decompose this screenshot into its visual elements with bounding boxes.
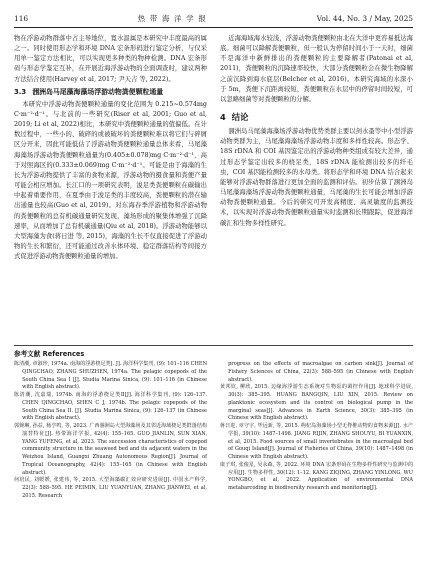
left-column — [14, 34, 207, 262]
reference-entry: 何培民, 刘媛媛, 张建伟, 等, 2015. 大型海藻碳汇效应研究进展[J]. 中国水产科学, 22(3): 588–595. HE PEIMIN, LIU YUANYUAN, ZHANG JIANWEI, et al, 2015. Research — [14, 477, 207, 499]
references-title: 参考文献 References — [14, 350, 85, 358]
left-paragraph-1: 物在浮游动物群落中占主导地位，寬水温属是本研究中丰度最高的属之一。同时使用形态学和环境 DNA 宏条形码进行鉴定分析，与仅采用单一鉴定方法相比，可以实现更多种类的物种检测。DNA 宏条形码与形态学鉴定互补，在开展近海浮游动物的全面调查时，建议两种方法结合使用(Harvey et al, 2017; 尹天吉 等, 2022)。 — [14, 35, 207, 83]
section-3-3-number: 3.3 — [14, 87, 27, 96]
reference-entry-continued: progress on the effects of macroalgae on carbon sink[J]. Journal of Fishery Sciences of China, 22(3): 588–595 (in Chinese with English abstract). — [228, 361, 413, 383]
reference-entry: 郭婉琳, 孙益, 杨亨鸣, 等, 2023. 广西涠洲岛大型海藻场及其邻近海域桡足类群落结构演替特征[J]. 热带海洋学报, 42(4): 155–165. GUO JIANLIN, SUN XIAN, YANG YUFENG, et al, 2023. The succession characteristics of copepod community structure in the seaweed bed and its adjacent waters in the Weizhou Island, Guangxi Zhuang Autonomous Region[J]. Journal of Tropical Oceanography, 42(4): 155–165 (in Chinese with English abstract). — [14, 423, 207, 476]
page-number: 116 — [14, 13, 29, 23]
section-4-title: 结论 — [231, 112, 249, 123]
header-rule — [14, 27, 413, 28]
reference-entry: 蒋日进, 章守宇, 毕远新, 等, 2015. 枸杞岛海藻场小型无脊椎动物的食物来源[J]. 水产学报, 39(10): 1487–1498. JIANG RIJIN, ZHANG SHOUYU, BI YUANXIN, et al, 2015. Food sources of small invertebrates in the macroalgal bed of Gouqi Island[J]. Journal of Fisheries of China, 39(10): 1487–1498 (in Chinese with English abstract). — [220, 423, 413, 460]
section-3-3-heading — [14, 86, 207, 99]
references-left — [14, 361, 207, 501]
volume-info: Vol. 44, No. 3 / May, 2025 — [316, 13, 413, 23]
right-column — [220, 34, 413, 229]
references-rule — [14, 345, 413, 346]
right-paragraph-1: 近海海域海水较浅，浮游动物粪便颗粒由北在大洋中更容易抵达海底。细菌可以降解粪便颗粒，但一般认为停留时间小于一天时，细菌不是海洋中新鲜排出的粪便颗粒的主要降解者(Patonai et al, 2011)，粪便颗粒的沉降速率较快，大部分粪便颗粒会在微生物降解之前沉降到海水底层(Belcher et al, 2016)。本研究海域的水深小于 5m，粪便下沉距离较短，粪便颗粒在水层中的停留时间较短，可以忽略细菌等对粪便颗粒的分解。 — [220, 35, 413, 103]
references-right — [220, 361, 413, 493]
right-paragraph-2: 涠洲岛马尾藻海藻场浮游动物优势类群主要以剑水蚤等中小型浮游动物类群为主，马尾藻海藻场浮游动物丰度和多样性较高。形态学、18S rDNA 和 COI 基因鉴定出的浮游动物种类组成有较大差异，通过形态学鉴定出较多的桡足类，18S rDNA 能检测出较多的纤毛虫，COI 基因能检测较多的水母类。将形态学和环境 DNA 结合起来能够对浮游动物群落进行更加全面的监测和评估。初步估算了涠洲岛马尾藻海藻场浮游动物粪便颗粒通量，马尾藻的生长可能会增加浮游动物粪便颗粒通量。今后的研究可开发高精度、高灵敏度的监测技术，以实现对浮游动物粪便颗粒通量实时监测和长期跟踪，促进海洋碳汇和生物多样性研究。 — [220, 128, 413, 227]
section-4-heading — [220, 109, 413, 125]
reference-entry: 陈清潮, 沈嘉瑞, 1974b. 南海的浮游桡足类Ⅱ[J]. 海洋科学集刊, (9): 126–137. CHEN QINGCHAO, SHEN C J, 1974b. The pelagic copepods of the South China Sea II. [J]. Studia Marina Sinica, (9): 126–137 (in Chinese with English abstract). — [14, 392, 207, 422]
page-header — [14, 11, 413, 25]
section-3-3-title: 涠洲岛马尾藻海藻场浮游动物粪便颗粒通量 — [32, 87, 164, 96]
journal-title: 热 带 海 洋 学 报 — [137, 13, 208, 23]
left-paragraph-2: 本研究中浮游动物粪便颗粒通量的变化范围为 0.215~0.574mg C·m⁻²·d⁻¹。与北前的一些研究(Riser et al, 2001; Guo et al, 2019; Li et al, 2022)相比，本研究中粪便颗粒通量的值偏低。在计数过程中，一些小的、破碎的或被破坏的粪便颗粒难以将它们与碎屑区分开来，因此可能低估了浮游动物粪便颗粒通量总体来看，马尾藻海藻场浮游动物粪便颗粒通量为(0.405±0.078)mg C·m⁻²·d⁻¹，高于对照海区的(0.333±0.069)mg C·m⁻²·d⁻¹。可能是由于海藻的生长为浮游动物提供了丰富的食物来源，浮游动物的摄食量和粪便产量可能会相应增加。长江口的一项研究表明，浚足类粪便颗粒在碳输出中起着重要作用，在夏季由于浚足类的丰度较高，粪便颗粒的潜在输出通量也较高(Guo et al, 2019)。对东海春季浮游植物和浮游动物的粪便颗粒的总有机碳通量研究发现，藻场形成的聚集体增强了沉降速率，从而增加了总有机碳通量(Qiu et al, 2018)。浮游动物能够以大型海藻为食(蒋日进 等, 2015)，海藻的生长不仅直接促进了浮游动物的生长和繁衍，还可能通过改善水体环境、稳定群落结构等间接方式促进浮游动物粪便颗粒通量的增加。 — [14, 100, 207, 261]
reference-entry: 黄邦钦, 柳欣, 2015. 边缘海浮游生态系统对生物泵的调控作用[J]. 地球科学进展, 30(3): 385–395. HUANG BANGQIN, LIU XIN, 2015. Review on planktonic ecosystem and its control on biological pump in the marginal seas[J]. Advances in Earth Science, 30(3): 385–395 (in Chinese with English abstract). — [220, 384, 413, 422]
reference-entry: 康子琪, 张俊星, 吴永森, 等, 2022. 环境 DNA 宏条形码在生物多样性研究与监测中的应用[J]. 生物多样性, 30(12): 1–12. KANG ZIQING, ZHANG YINLONG, WU YONGBO, et al, 2022. Application of environmental DNA metabarcoding in biodiversity research and monitoring[J]. — [220, 461, 413, 491]
section-4-number: 4 — [220, 112, 226, 123]
reference-entry: 陈清潮, 章淑珍, 1974a. 南海的浮游桡足类[. J]. 海洋科学集刊, (9): 101–116 CHEN QINGCHAO, ZHANG SHUZHEN, 1974a. The pelagic copepods of the South China Sea I [J]. Studia Marina Sinica, (9): 101–116 (in Chinese with English abstract). — [14, 361, 207, 391]
